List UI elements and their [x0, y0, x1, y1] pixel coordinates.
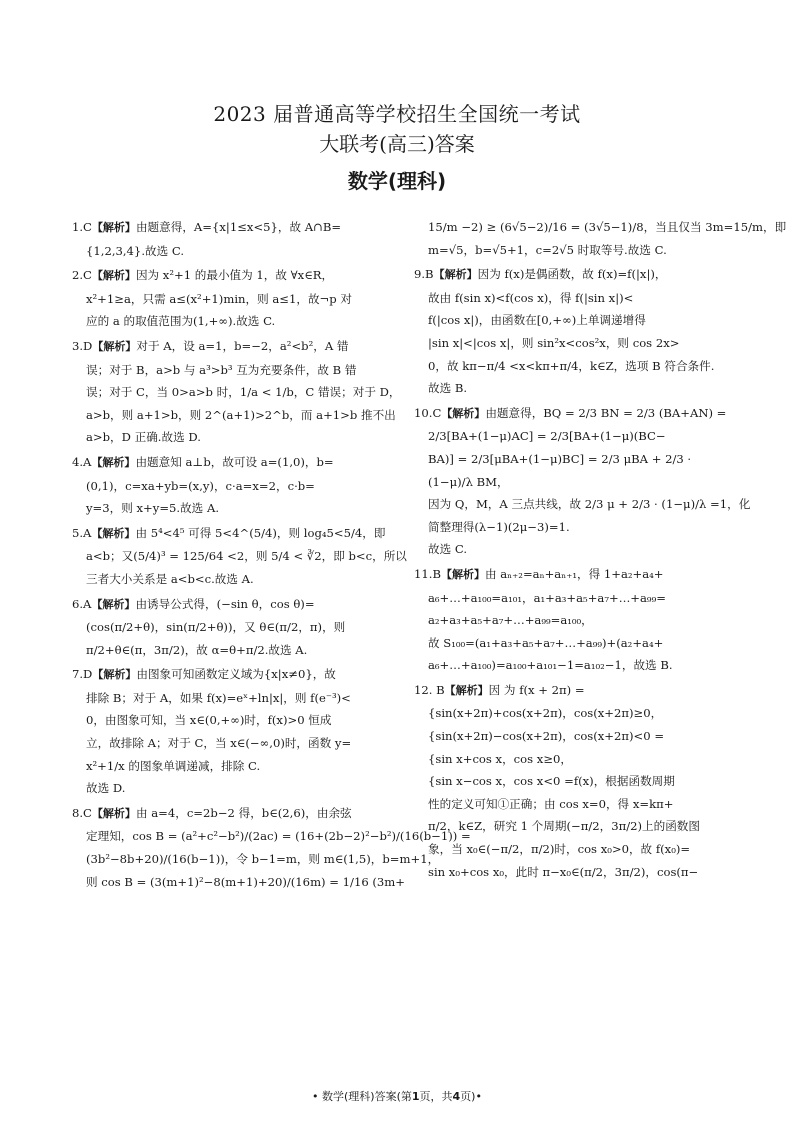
analysis-tag: 【解析】 [440, 567, 485, 581]
answer-text: 由题意得，A={x|1≤x<5}，故 A∩B= [135, 220, 342, 234]
question-number: 10.C [414, 405, 442, 420]
answer-text: 因为 x²+1 的最小值为 1，故 ∀x∈R， [135, 268, 334, 283]
answer-text: 因为 f(x)是偶函数，故 f(x)=f(|x|)， [477, 267, 667, 282]
answer-line [72, 475, 388, 498]
answer-item [72, 335, 401, 449]
answer-line [72, 522, 388, 546]
answer-text: {sin x−cos x，cos x<0 =f(x)，根据函数周期 [428, 774, 675, 789]
answer-line [72, 288, 388, 311]
answer-text: {sin(x+2π)−cos(x+2π)，cos(x+2π)<0 = [428, 729, 665, 744]
answer-line [414, 632, 730, 655]
answer-text: a₆+…+a₁₀₀=a₁₀₁，a₁+a₃+a₅+a₇+…+a₉₉= [428, 590, 666, 605]
answer-item [414, 563, 730, 677]
answer-line [414, 748, 730, 771]
answer-line [414, 448, 730, 471]
answer-text: 故 S₁₀₀=(a₁+a₃+a₅+a₇+…+a₉₉)+(a₂+a₄+ [428, 635, 664, 650]
answer-text: 由图象可知函数定义域为{x|x≠0}，故 [136, 667, 336, 682]
question-number: 3.D [72, 338, 93, 353]
answer-item [414, 263, 730, 400]
answer-line [414, 609, 730, 632]
analysis-tag: 【解析】 [91, 806, 136, 820]
answer-line [72, 732, 388, 755]
answer-text: 由题意知 a⊥b，故可设 a=(1,0)，b= [135, 454, 334, 469]
answer-line [414, 309, 730, 332]
answer-text: a<b；又(5/4)³ = 125/64 <2，则 5/4 < ∛2，即 b<c，所以 [86, 549, 407, 564]
answer-line [72, 593, 388, 617]
answer-line [72, 871, 405, 894]
answer-text: a₆+…+a₁₀₀)=a₁₀₀+a₁₀₁−1=a₁₀₂−1，故选 B. [428, 658, 673, 673]
answer-item [72, 593, 388, 662]
answer-text: y=3，则 x+y=5.故选 A. [86, 501, 220, 516]
answer-item [414, 679, 730, 883]
answer-line [72, 663, 388, 687]
answer-text: {sin x+cos x，cos x≥0， [428, 751, 573, 766]
answer-line [72, 240, 388, 263]
answer-text: f(|cos x|)，由函数在[0,+∞)上单调递增得 [428, 313, 646, 328]
answer-line [72, 777, 388, 800]
answer-line [414, 793, 730, 816]
answer-line [72, 639, 388, 662]
footer-page-number: 1 [411, 1090, 420, 1103]
analysis-tag: 【解析】 [91, 597, 136, 611]
answer-text: 排除 B；对于 A，如果 f(x)=eˣ+ln|x|，则 f(e⁻³)< [86, 690, 351, 705]
answer-line [414, 216, 787, 239]
answer-text: 故选 B. [428, 381, 468, 396]
answer-line [414, 471, 730, 494]
answer-line [72, 216, 388, 240]
answer-text: 由 aₙ₊₂=aₙ+aₙ₊₁，得 1+a₂+a₄+ [484, 566, 664, 581]
analysis-tag: 【解析】 [441, 406, 486, 420]
answer-text: (0,1)，c=xa+yb=(x,y)，c·a=x=2，c·b= [86, 478, 315, 493]
answer-text: x²+1/x 的图象单调递减，排除 C. [86, 758, 261, 773]
answer-text: 误；对于 B，a>b 与 a³>b³ 互为充要条件，故 B 错 [86, 362, 357, 377]
answer-line [414, 725, 730, 748]
answer-text: a₂+a₃+a₅+a₇+…+a₉₉=a₁₀₀， [428, 613, 593, 628]
question-number: 9.B [414, 267, 434, 282]
question-number: 4.A [72, 454, 92, 469]
answer-text: (3b²−8b+20)/(16(b−1))，令 b−1=m，则 m∈(1,5)，b=m+1， [86, 852, 440, 867]
answer-item [72, 216, 388, 262]
answer-text: 由题意得，BQ = 2/3 BN = 2/3 (BA+AN) = [485, 405, 727, 420]
exam-subtitle: 大联考(高三)答案 [319, 132, 475, 156]
answer-line [72, 497, 388, 520]
answer-line [414, 702, 730, 725]
answer-text: 定理知，cos B = (a²+c²−b²)/(2ac) = (16+(2b−2)²−b²)/(16(b−1)) = [86, 829, 471, 844]
question-number: 11.B [414, 566, 441, 581]
answer-line [72, 802, 388, 826]
answer-line [72, 264, 388, 288]
question-number: 5.A [72, 525, 92, 540]
answer-line [414, 425, 730, 448]
answer-line [414, 239, 730, 262]
answer-text: 由 a=4，c=2b−2 得，b∈(2,6)，由余弦 [135, 805, 352, 820]
analysis-tag: 【解析】 [91, 455, 136, 469]
footer-suffix: 页)• [460, 1090, 482, 1103]
answer-text: 简整理得(λ−1)(2μ−3)=1. [428, 519, 570, 534]
answer-text: 2/3[BA+(1−μ)AC] = 2/3[BA+(1−μ)(BC− [428, 429, 666, 444]
page-header [0, 100, 794, 196]
answer-text: a>b，则 a+1>b，则 2^(a+1)>2^b，而 a+1>b 推不出 [86, 407, 396, 422]
question-number: 6.A [72, 596, 92, 611]
answer-item [72, 264, 388, 333]
answer-text: 对于 A，设 a=1，b=−2，a²<b²，A 错 [136, 338, 349, 353]
answer-line [414, 563, 730, 587]
question-number: 12. B [414, 682, 445, 697]
answer-line [414, 355, 730, 378]
answer-text: x²+1≥a，只需 a≤(x²+1)min，则 a≤1，故¬p 对 [86, 291, 352, 306]
answer-item [414, 402, 751, 561]
footer-total-pages: 4 [452, 1090, 461, 1103]
answer-line [414, 770, 730, 793]
answer-item [72, 451, 388, 520]
answer-text: 由诱导公式得，(−sin θ，cos θ)= [135, 596, 315, 611]
answer-line [72, 848, 440, 871]
answer-line [414, 493, 751, 516]
subject-title: 数学(理科) [347, 169, 447, 193]
answer-text: 应的 a 的取值范围为(1,+∞).故选 C. [86, 314, 276, 329]
answer-text: 因为 Q，M，A 三点共线，故 2/3 μ + 2/3 · (1−μ)/λ =1，化 [428, 497, 751, 512]
answer-text: 故选 C. [428, 542, 468, 557]
footer-middle: 页，共 [419, 1090, 453, 1103]
analysis-tag: 【解析】 [92, 339, 137, 353]
answer-item [72, 522, 407, 591]
answer-line [72, 381, 401, 404]
answer-text: m=√5，b=√5+1，c=2√5 时取等号.故选 C. [428, 242, 667, 257]
footer-prefix: • 数学(理科)答案(第 [312, 1090, 412, 1103]
answer-line [72, 426, 388, 449]
answer-line [414, 287, 730, 310]
answer-line [72, 616, 388, 639]
answer-text: 三者大小关系是 a<b<c.故选 A. [86, 571, 254, 586]
answer-text: a>b，D 正确.故选 D. [86, 430, 201, 445]
answer-line [414, 538, 730, 561]
answer-line [414, 402, 730, 426]
right-column [414, 216, 787, 885]
answer-text: sin x₀+cos x₀，此时 π−x₀∈(π/2，3π/2)，cos(π− [428, 864, 699, 879]
answer-text: {sin(x+2π)+cos(x+2π)，cos(x+2π)≥0， [428, 706, 663, 721]
analysis-tag: 【解析】 [91, 526, 136, 540]
question-number: 1.C [72, 220, 92, 234]
answer-line [414, 332, 730, 355]
answer-text: π/2，k∈Z，研究 1 个周期(−π/2，3π/2)上的函数图 [428, 819, 700, 834]
question-number: 2.C [72, 268, 92, 283]
answer-line [414, 377, 730, 400]
answer-line [72, 545, 407, 568]
analysis-tag: 【解析】 [91, 221, 136, 234]
answer-text: 立，故排除 A；对于 C，当 x∈(−∞,0)时，函数 y= [86, 736, 352, 751]
answer-line [72, 451, 388, 475]
answer-text: 则 cos B = (3(m+1)²−8(m+1)+20)/(16m) = 1/16 (3m+ [86, 874, 405, 889]
answer-text: 故选 D. [86, 781, 126, 796]
question-number: 8.C [72, 805, 92, 820]
answer-line [72, 755, 388, 778]
answer-line [72, 359, 388, 382]
answer-text: 因 为 f(x + 2π) = [488, 682, 585, 697]
answer-line [414, 263, 730, 287]
answer-line [414, 815, 730, 838]
answer-text: (1−μ)/λ BM， [428, 474, 509, 489]
answer-line [414, 861, 730, 884]
answer-line [72, 310, 388, 333]
answer-line [72, 709, 388, 732]
answer-text: 性的定义可知①正确；由 cos x=0，得 x=kπ+ [428, 796, 674, 811]
answer-line [414, 587, 730, 610]
answer-text: |sin x|<|cos x|，则 sin²x<cos²x，则 cos 2x> [428, 335, 680, 350]
answer-line [414, 516, 730, 539]
analysis-tag: 【解析】 [92, 668, 137, 682]
answer-text: (cos(π/2+θ)，sin(π/2+θ))，又 θ∈(π/2，π)，则 [86, 620, 346, 635]
answer-line [414, 679, 730, 703]
answer-text: {1,2,3,4}.故选 C. [86, 243, 185, 258]
analysis-tag: 【解析】 [433, 268, 478, 282]
exam-title: 2023 届普通高等学校招生全国统一考试 [213, 102, 581, 126]
answer-text: π/2+θ∈(π，3π/2)，故 α=θ+π/2.故选 A. [86, 642, 308, 657]
answer-text: BA)] = 2/3[μBA+(1−μ)BC] = 2/3 μBA + 2/3 · [428, 451, 692, 466]
answer-item [72, 802, 471, 893]
answer-item [414, 216, 787, 261]
analysis-tag: 【解析】 [91, 269, 136, 283]
answer-text: 0，故 kπ−π/4 <x<kπ+π/4，k∈Z，选项 B 符合条件. [428, 358, 715, 373]
answer-line [72, 687, 388, 710]
answer-text: 由 5⁴<4⁵ 可得 5<4^(5/4)，则 log₄5<5/4，即 [135, 525, 386, 540]
answer-line [72, 825, 471, 848]
answer-line [414, 654, 730, 677]
answer-text: 15/m −2) ≥ (6√5−2)/16 = (3√5−1)/8，当且仅当 3m=15/m，即 [428, 220, 787, 234]
answer-line [72, 335, 388, 359]
page-footer [0, 1088, 794, 1104]
answer-line [414, 838, 730, 861]
answer-text: 误；对于 C，当 0>a>b 时，1/a < 1/b，C 错误；对于 D， [86, 385, 401, 400]
question-number: 7.D [72, 667, 93, 682]
answer-item [72, 663, 388, 800]
answer-text: 象，当 x₀∈(−π/2，π/2)时，cos x₀>0，故 f(x₀)= [428, 842, 691, 857]
answer-text: 故由 f(sin x)<f(cos x)，得 f(|sin x|)< [428, 290, 634, 305]
answer-line [72, 404, 396, 427]
answer-text: 0，由图象可知，当 x∈(0,+∞)时，f(x)>0 恒成 [86, 713, 332, 728]
answer-line [72, 568, 388, 591]
analysis-tag: 【解析】 [444, 683, 489, 697]
